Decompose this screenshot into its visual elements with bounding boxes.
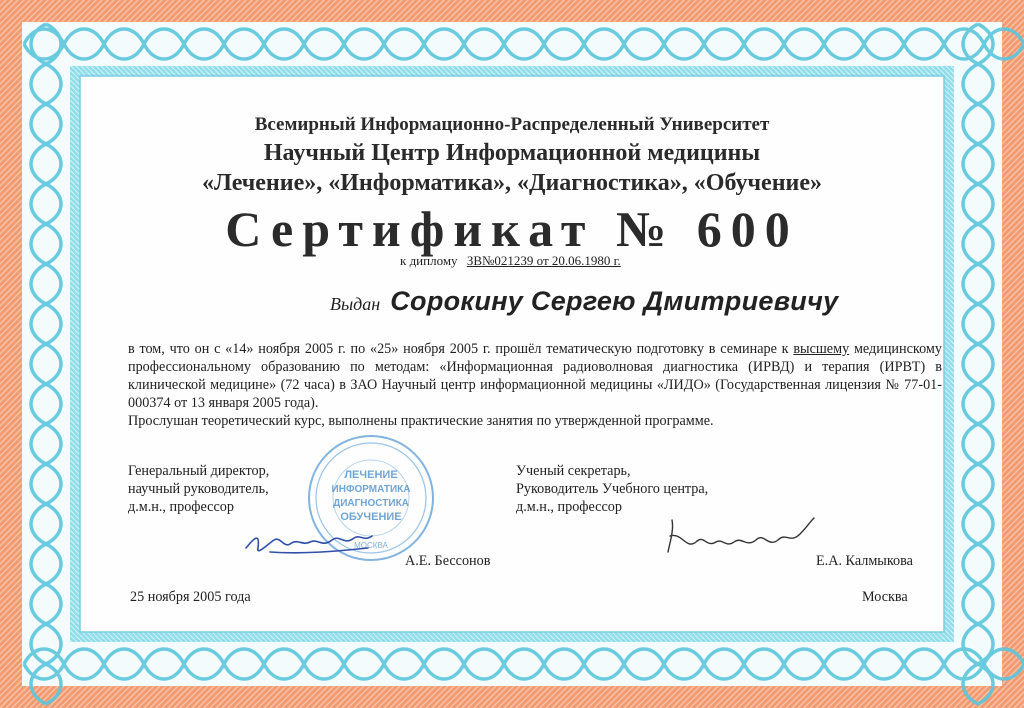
certificate-body [128, 340, 942, 430]
right-title-2: Руководитель Учебного центра, [516, 481, 709, 497]
diploma-number: ЗВ№021239 от 20.06.1980 г. [466, 253, 621, 268]
stamp-line-3: ДИАГНОСТИКА [333, 498, 409, 509]
stamp-bottom: МОСКВА [354, 541, 388, 550]
university-name: Всемирный Информационно-Распределенный Университет [254, 114, 770, 135]
left-title-1: Генеральный директор, [128, 463, 270, 479]
body-text-underlined: высшему [793, 341, 850, 357]
certificate-title: Сертификат № 600 [225, 201, 799, 257]
stamp-line-1: ЛЕЧЕНИЕ [344, 469, 398, 481]
recipient-label: Выдан [330, 294, 381, 314]
center-name: Научный Центр Информационной медицины [263, 140, 761, 166]
right-title-3: д.м.н., профессор [516, 499, 622, 515]
diploma-prefix: к диплому [400, 253, 458, 268]
issue-city: Москва [862, 589, 908, 605]
stamp-line-4: ОБУЧЕНИЕ [340, 511, 402, 523]
left-signatory-name: А.Е. Бессонов [405, 553, 491, 569]
body-paragraph [128, 340, 942, 412]
right-signatory-name: Е.А. Калмыкова [816, 553, 913, 569]
right-signature [660, 512, 820, 567]
recipient [330, 286, 838, 317]
directions: «Лечение», «Информатика», «Диагностика», «Обучение» [201, 170, 823, 196]
body-text-2: медицинскому профессиональному образованию по методам: «Информационная радиоволновая диагностика (ИРВД) и терапия (ИРВТ) в клинической медицине» (72 часа) в ЗАО Научный центр информационной медицины «ЛИДО» (Государственная лицензия № 77-01-000374 от 13 января 2005 года). [128, 341, 942, 411]
right-title-1: Ученый секретарь, [516, 463, 631, 479]
left-signature [240, 518, 390, 568]
stamp-line-2: ИНФОРМАТИКА [331, 484, 411, 495]
diploma-reference [400, 253, 621, 269]
course-line: Прослушан теоретический курс, выполнены практические занятия по утвержденной программе. [128, 413, 714, 429]
recipient-name: Сорокину Сергею Дмитриевичу [390, 286, 839, 316]
left-title-3: д.м.н., профессор [128, 499, 234, 515]
issue-date: 25 ноября 2005 года [130, 589, 251, 605]
right-signatory-titles [516, 462, 708, 516]
left-signatory-titles [128, 462, 269, 516]
body-text-1: в том, что он с «14» ноября 2005 г. по «25» ноября 2005 г. прошёл тематическую подготовку в семинаре к [128, 341, 794, 357]
left-title-2: научный руководитель, [128, 481, 269, 497]
